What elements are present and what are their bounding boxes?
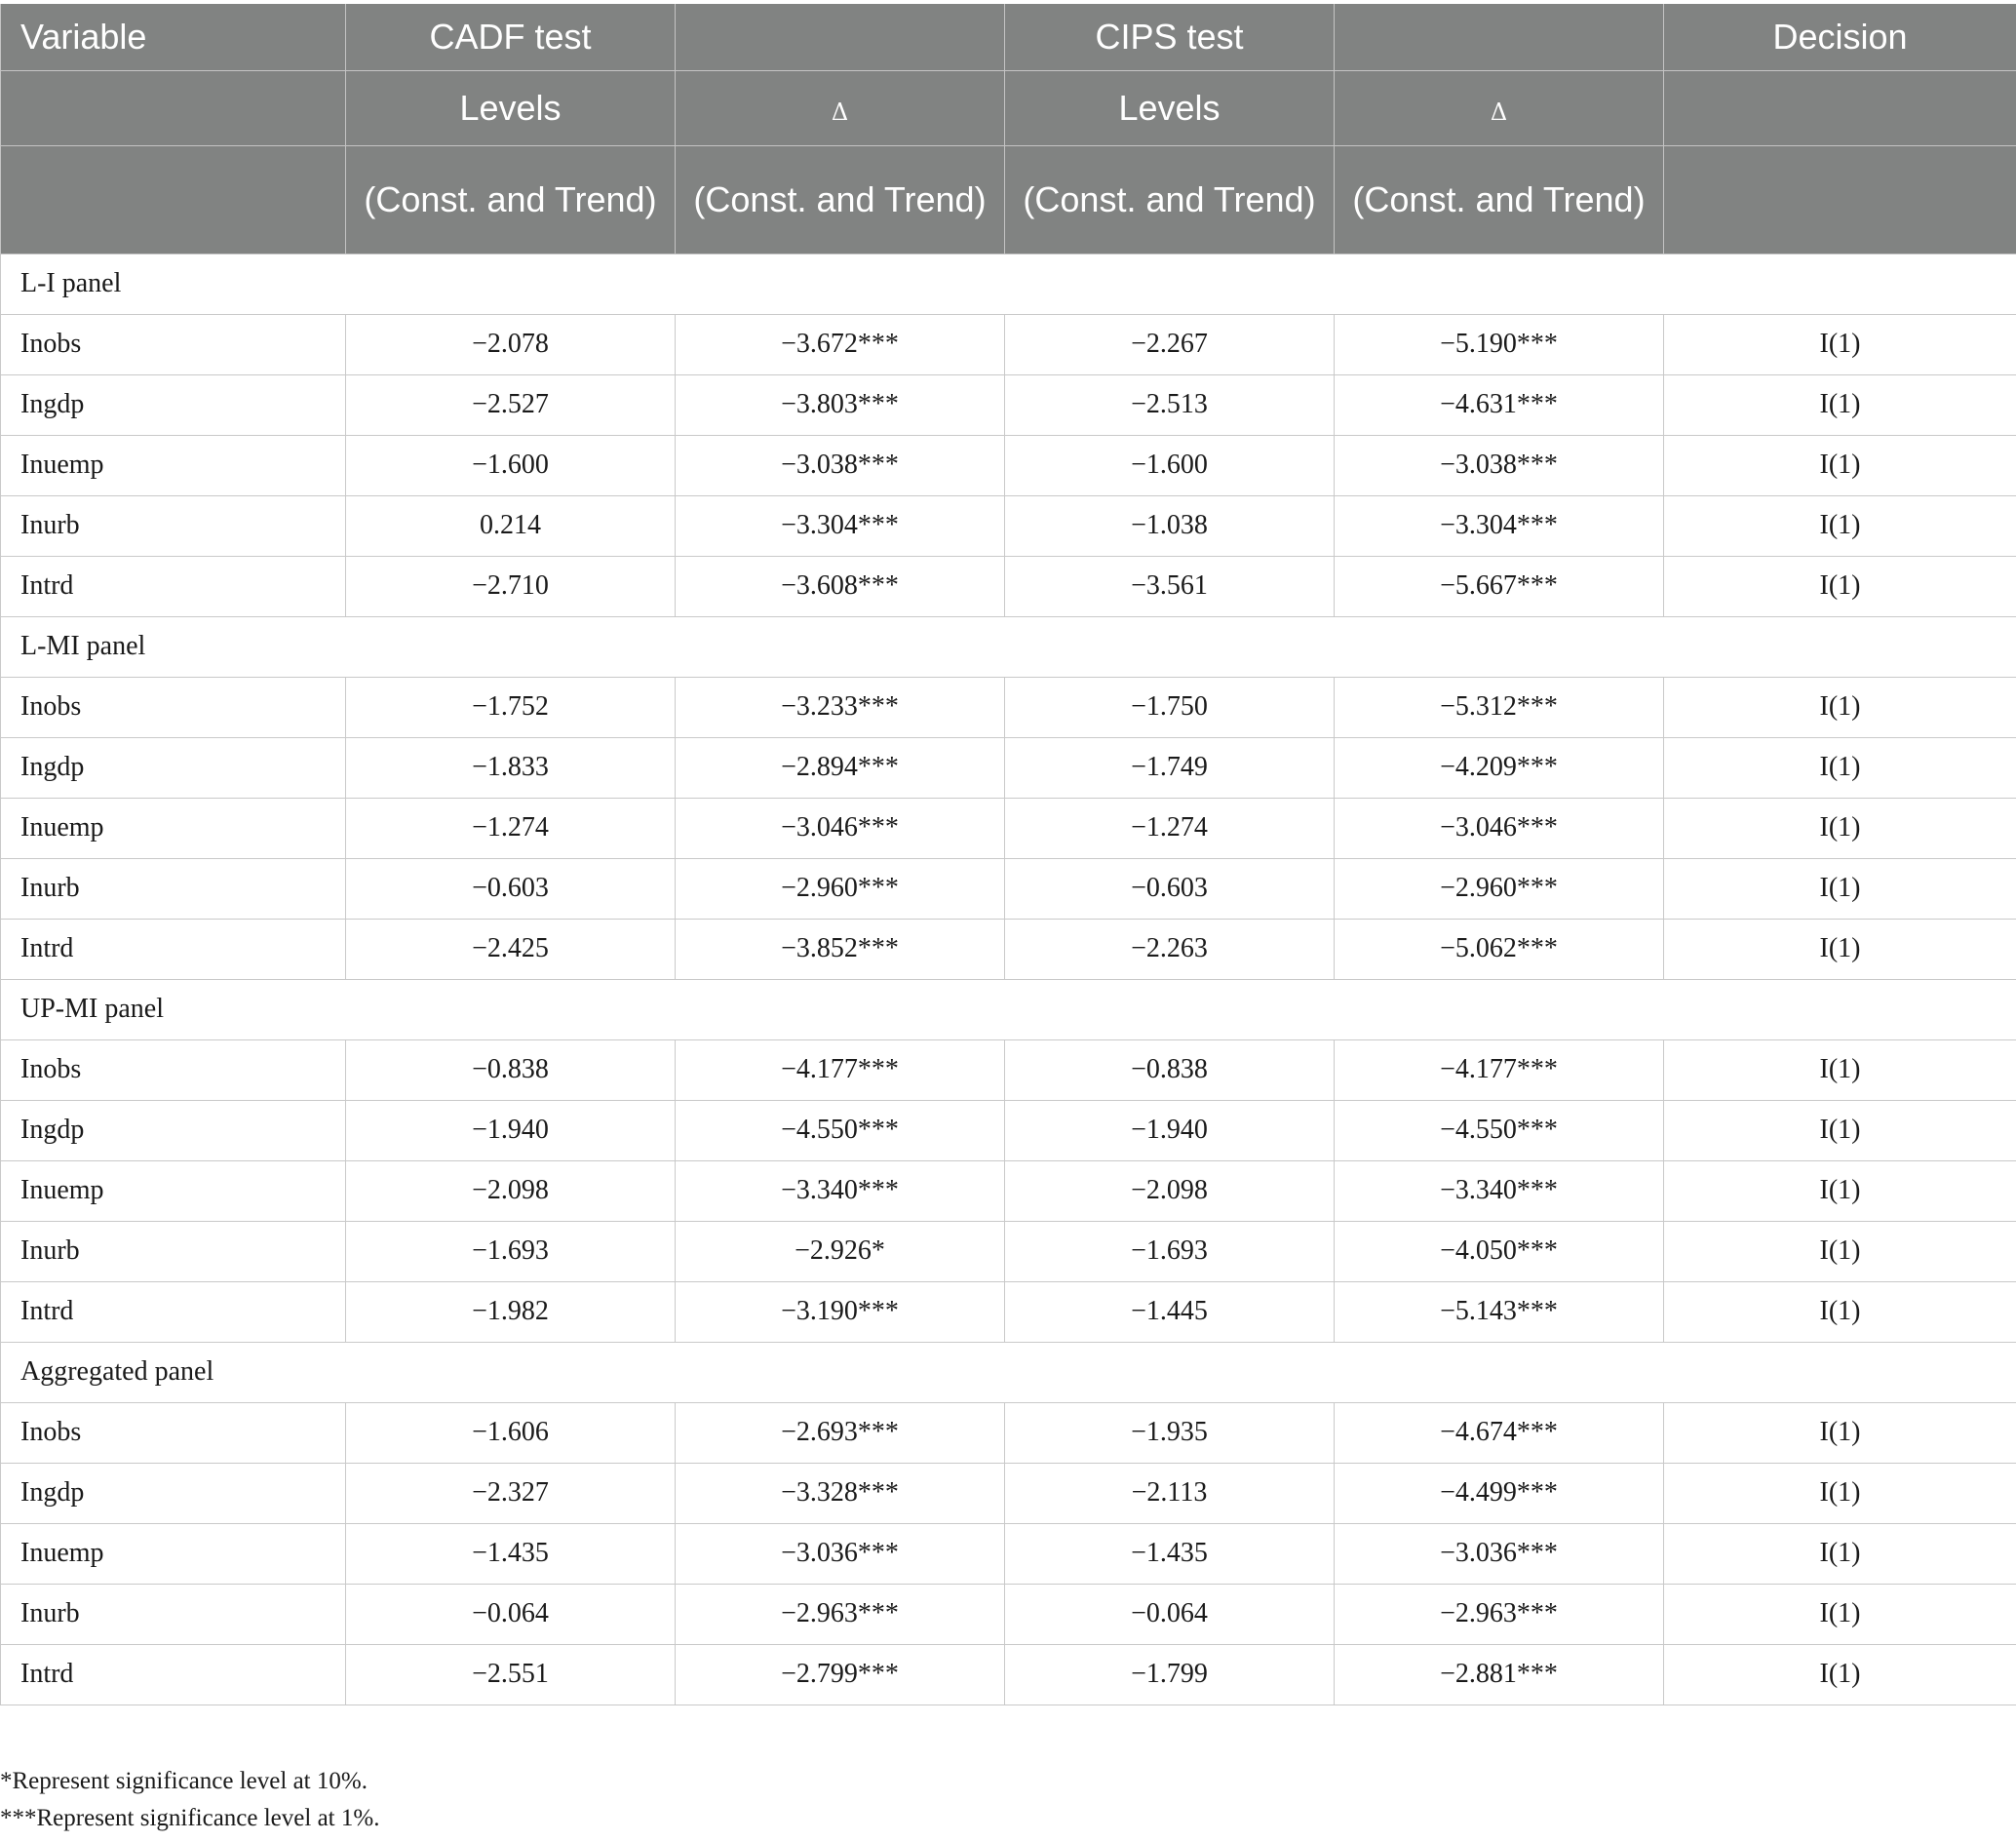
- cadf-levels-cell: −1.833: [346, 737, 676, 798]
- header-blank: [1335, 4, 1664, 70]
- table-row: [1, 1644, 2016, 1705]
- variable-cell: Inobs: [1, 1039, 346, 1100]
- header-cadf-delta-spec: (Const. and Trend): [676, 145, 1005, 254]
- panel-section-row: [1, 616, 2016, 677]
- cips-delta-cell: −3.304***: [1335, 495, 1664, 556]
- cips-delta-cell: −4.050***: [1335, 1221, 1664, 1281]
- cips-levels-cell: −1.749: [1005, 737, 1335, 798]
- decision-cell: I(1): [1664, 374, 2016, 435]
- table-row: [1, 314, 2016, 374]
- header-cadf-levels-spec: (Const. and Trend): [346, 145, 676, 254]
- table-row: [1, 495, 2016, 556]
- cips-delta-cell: −2.881***: [1335, 1644, 1664, 1705]
- decision-cell: I(1): [1664, 858, 2016, 919]
- cadf-levels-cell: −2.425: [346, 919, 676, 979]
- cadf-delta-cell: −2.960***: [676, 858, 1005, 919]
- decision-cell: I(1): [1664, 556, 2016, 616]
- cadf-delta-cell: −3.233***: [676, 677, 1005, 737]
- cips-delta-cell: −2.963***: [1335, 1584, 1664, 1644]
- cadf-levels-cell: −2.098: [346, 1160, 676, 1221]
- header-row-2: [1, 70, 2016, 145]
- cips-levels-cell: −1.799: [1005, 1644, 1335, 1705]
- header-blank: [1664, 70, 2016, 145]
- cips-delta-cell: −4.674***: [1335, 1402, 1664, 1463]
- footnote-10-percent: *Represent significance level at 10%.: [0, 1768, 368, 1794]
- cips-delta-cell: −3.036***: [1335, 1523, 1664, 1584]
- unit-root-test-table: [0, 4, 2016, 1705]
- cips-levels-cell: −1.435: [1005, 1523, 1335, 1584]
- decision-cell: I(1): [1664, 1644, 2016, 1705]
- cips-delta-cell: −3.340***: [1335, 1160, 1664, 1221]
- cadf-delta-cell: −2.963***: [676, 1584, 1005, 1644]
- decision-cell: I(1): [1664, 919, 2016, 979]
- cadf-delta-cell: −3.046***: [676, 798, 1005, 858]
- cadf-levels-cell: −1.435: [346, 1523, 676, 1584]
- cips-levels-cell: −2.267: [1005, 314, 1335, 374]
- cips-delta-cell: −5.062***: [1335, 919, 1664, 979]
- cadf-levels-cell: −0.603: [346, 858, 676, 919]
- table-row: [1, 1100, 2016, 1160]
- panel-title: UP-MI panel: [1, 979, 2016, 1039]
- table-row: [1, 677, 2016, 737]
- header-variable: Variable: [1, 4, 346, 70]
- cips-delta-cell: −4.631***: [1335, 374, 1664, 435]
- cadf-delta-cell: −4.177***: [676, 1039, 1005, 1100]
- variable-cell: Ingdp: [1, 737, 346, 798]
- cips-delta-cell: −5.143***: [1335, 1281, 1664, 1342]
- decision-cell: I(1): [1664, 1463, 2016, 1523]
- cadf-levels-cell: −1.693: [346, 1221, 676, 1281]
- panel-section-row: [1, 979, 2016, 1039]
- decision-cell: I(1): [1664, 1160, 2016, 1221]
- cadf-levels-cell: −1.940: [346, 1100, 676, 1160]
- header-blank: [1, 145, 346, 254]
- cadf-levels-cell: −2.551: [346, 1644, 676, 1705]
- variable-cell: Inuemp: [1, 1160, 346, 1221]
- header-blank: [676, 4, 1005, 70]
- decision-cell: I(1): [1664, 1523, 2016, 1584]
- variable-cell: Ingdp: [1, 1463, 346, 1523]
- cips-levels-cell: −0.603: [1005, 858, 1335, 919]
- decision-cell: I(1): [1664, 1402, 2016, 1463]
- table-row: [1, 1463, 2016, 1523]
- cips-delta-cell: −5.312***: [1335, 677, 1664, 737]
- cadf-levels-cell: 0.214: [346, 495, 676, 556]
- cips-levels-cell: −1.750: [1005, 677, 1335, 737]
- panel-title: L-MI panel: [1, 616, 2016, 677]
- variable-cell: Intrd: [1, 1281, 346, 1342]
- decision-cell: I(1): [1664, 435, 2016, 495]
- cadf-delta-cell: −3.328***: [676, 1463, 1005, 1523]
- header-row-3: [1, 145, 2016, 254]
- variable-cell: Inuemp: [1, 435, 346, 495]
- table-row: [1, 919, 2016, 979]
- cips-levels-cell: −2.513: [1005, 374, 1335, 435]
- cips-delta-cell: −5.190***: [1335, 314, 1664, 374]
- cips-delta-cell: −2.960***: [1335, 858, 1664, 919]
- cadf-levels-cell: −2.527: [346, 374, 676, 435]
- cadf-delta-cell: −3.304***: [676, 495, 1005, 556]
- variable-cell: Ingdp: [1, 374, 346, 435]
- cadf-delta-cell: −3.340***: [676, 1160, 1005, 1221]
- cadf-delta-cell: −3.036***: [676, 1523, 1005, 1584]
- cips-delta-cell: −4.177***: [1335, 1039, 1664, 1100]
- cadf-delta-cell: −2.926*: [676, 1221, 1005, 1281]
- table-row: [1, 1523, 2016, 1584]
- cips-levels-cell: −0.064: [1005, 1584, 1335, 1644]
- table-row: [1, 1584, 2016, 1644]
- variable-cell: Inurb: [1, 858, 346, 919]
- decision-cell: I(1): [1664, 1221, 2016, 1281]
- cips-levels-cell: −1.445: [1005, 1281, 1335, 1342]
- variable-cell: Inuemp: [1, 1523, 346, 1584]
- header-cips-test: CIPS test: [1005, 4, 1335, 70]
- cadf-delta-cell: −3.038***: [676, 435, 1005, 495]
- cips-delta-cell: −3.046***: [1335, 798, 1664, 858]
- variable-cell: Inurb: [1, 1584, 346, 1644]
- header-cips-levels-spec: (Const. and Trend): [1005, 145, 1335, 254]
- decision-cell: I(1): [1664, 314, 2016, 374]
- decision-cell: I(1): [1664, 737, 2016, 798]
- panel-title: L-I panel: [1, 254, 2016, 314]
- decision-cell: I(1): [1664, 1039, 2016, 1100]
- footnotes: [0, 1763, 379, 1837]
- footnote-1-percent: ***Represent significance level at 1%.: [0, 1805, 380, 1831]
- header-cips-delta-spec: (Const. and Trend): [1335, 145, 1664, 254]
- cips-levels-cell: −1.935: [1005, 1402, 1335, 1463]
- variable-cell: Intrd: [1, 1644, 346, 1705]
- variable-cell: Inobs: [1, 677, 346, 737]
- cips-levels-cell: −1.940: [1005, 1100, 1335, 1160]
- cips-delta-cell: −5.667***: [1335, 556, 1664, 616]
- cadf-delta-cell: −3.608***: [676, 556, 1005, 616]
- variable-cell: Intrd: [1, 919, 346, 979]
- cadf-delta-cell: −2.799***: [676, 1644, 1005, 1705]
- cadf-delta-cell: −3.803***: [676, 374, 1005, 435]
- table-row: [1, 737, 2016, 798]
- table-row: [1, 556, 2016, 616]
- table-row: [1, 435, 2016, 495]
- cips-delta-cell: −4.550***: [1335, 1100, 1664, 1160]
- cadf-levels-cell: −2.327: [346, 1463, 676, 1523]
- cips-delta-cell: −4.209***: [1335, 737, 1664, 798]
- cadf-delta-cell: −4.550***: [676, 1100, 1005, 1160]
- cadf-levels-cell: −1.982: [346, 1281, 676, 1342]
- header-row-1: [1, 4, 2016, 70]
- header-blank: [1, 70, 346, 145]
- panel-title: Aggregated panel: [1, 1342, 2016, 1402]
- cips-delta-cell: −3.038***: [1335, 435, 1664, 495]
- table-body: [1, 254, 2016, 1705]
- table-row: [1, 798, 2016, 858]
- cadf-delta-cell: −3.672***: [676, 314, 1005, 374]
- header-blank: [1664, 145, 2016, 254]
- table-header: [1, 4, 2016, 254]
- decision-cell: I(1): [1664, 1584, 2016, 1644]
- table-row: [1, 1281, 2016, 1342]
- cips-levels-cell: −1.274: [1005, 798, 1335, 858]
- header-cadf-delta: Δ: [676, 70, 1005, 145]
- decision-cell: I(1): [1664, 677, 2016, 737]
- cips-levels-cell: −2.098: [1005, 1160, 1335, 1221]
- table-row: [1, 374, 2016, 435]
- table-row: [1, 1402, 2016, 1463]
- cadf-levels-cell: −1.606: [346, 1402, 676, 1463]
- header-cips-levels: Levels: [1005, 70, 1335, 145]
- cadf-levels-cell: −2.710: [346, 556, 676, 616]
- table-row: [1, 1039, 2016, 1100]
- cadf-levels-cell: −1.600: [346, 435, 676, 495]
- decision-cell: I(1): [1664, 1281, 2016, 1342]
- decision-cell: I(1): [1664, 798, 2016, 858]
- decision-cell: I(1): [1664, 1100, 2016, 1160]
- cadf-levels-cell: −1.752: [346, 677, 676, 737]
- cadf-delta-cell: −3.190***: [676, 1281, 1005, 1342]
- table-row: [1, 1221, 2016, 1281]
- variable-cell: Inobs: [1, 314, 346, 374]
- cips-levels-cell: −1.600: [1005, 435, 1335, 495]
- variable-cell: Inobs: [1, 1402, 346, 1463]
- variable-cell: Inurb: [1, 1221, 346, 1281]
- panel-section-row: [1, 254, 2016, 314]
- cadf-levels-cell: −0.838: [346, 1039, 676, 1100]
- panel-section-row: [1, 1342, 2016, 1402]
- cadf-delta-cell: −2.693***: [676, 1402, 1005, 1463]
- cips-levels-cell: −1.693: [1005, 1221, 1335, 1281]
- header-cadf-levels: Levels: [346, 70, 676, 145]
- table-row: [1, 1160, 2016, 1221]
- variable-cell: Inuemp: [1, 798, 346, 858]
- cadf-delta-cell: −2.894***: [676, 737, 1005, 798]
- header-cadf-test: CADF test: [346, 4, 676, 70]
- cadf-delta-cell: −3.852***: [676, 919, 1005, 979]
- cips-levels-cell: −1.038: [1005, 495, 1335, 556]
- cips-levels-cell: −0.838: [1005, 1039, 1335, 1100]
- cips-levels-cell: −2.113: [1005, 1463, 1335, 1523]
- decision-cell: I(1): [1664, 495, 2016, 556]
- header-cips-delta: Δ: [1335, 70, 1664, 145]
- variable-cell: Ingdp: [1, 1100, 346, 1160]
- cips-levels-cell: −3.561: [1005, 556, 1335, 616]
- cadf-levels-cell: −1.274: [346, 798, 676, 858]
- header-decision: Decision: [1664, 4, 2016, 70]
- variable-cell: Inurb: [1, 495, 346, 556]
- cips-delta-cell: −4.499***: [1335, 1463, 1664, 1523]
- cadf-levels-cell: −2.078: [346, 314, 676, 374]
- table-row: [1, 858, 2016, 919]
- cadf-levels-cell: −0.064: [346, 1584, 676, 1644]
- variable-cell: Intrd: [1, 556, 346, 616]
- cips-levels-cell: −2.263: [1005, 919, 1335, 979]
